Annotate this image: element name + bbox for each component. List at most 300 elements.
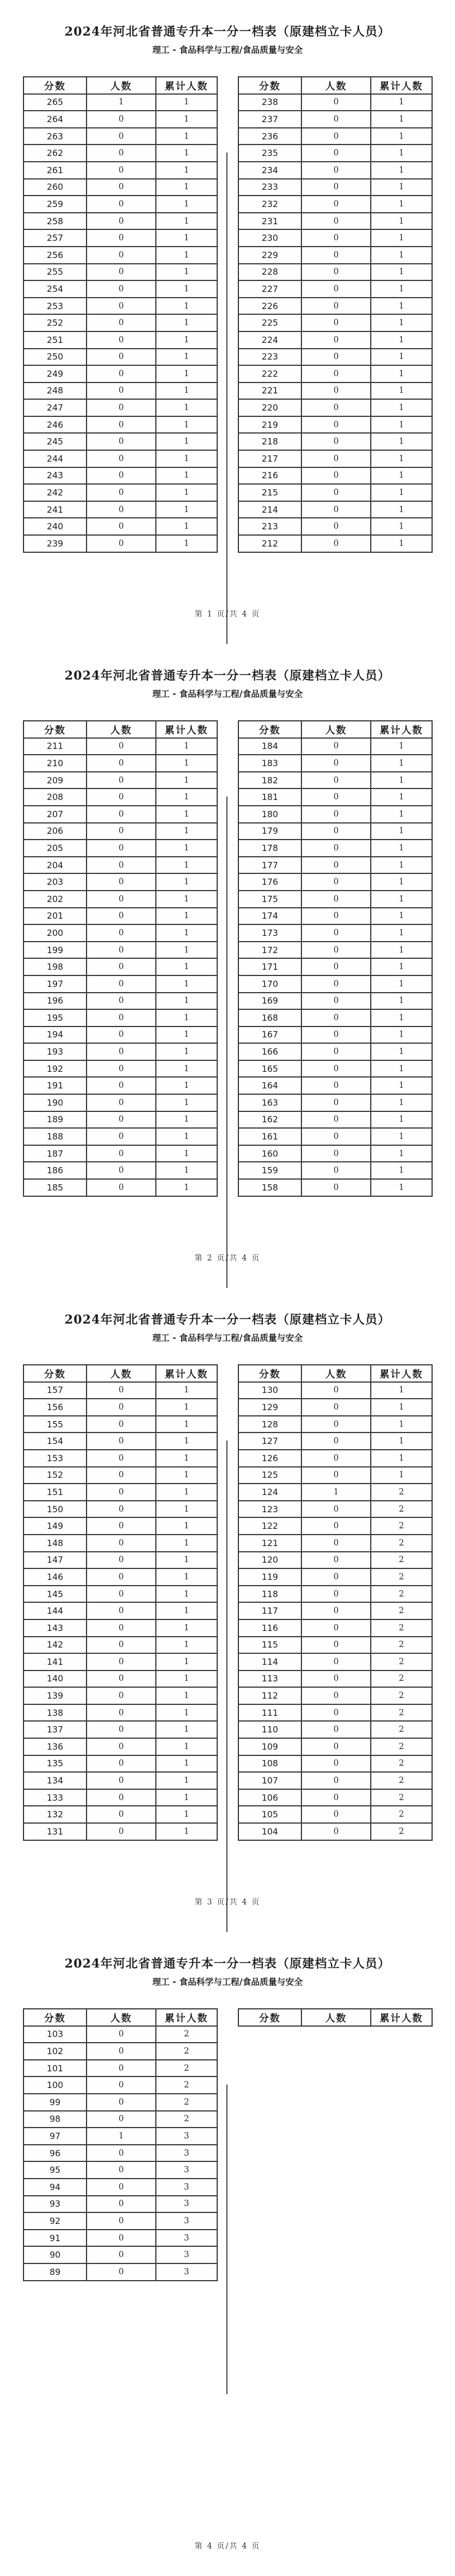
score-cell: 258	[23, 213, 87, 230]
table-row	[23, 1602, 217, 1619]
score-cell: 220	[238, 399, 301, 416]
count-cell: 0	[301, 1823, 371, 1840]
score-cell: 95	[23, 2161, 87, 2179]
cumulative-cell: 1	[156, 1027, 217, 1044]
table-row	[23, 1416, 217, 1433]
score-cell: 96	[23, 2145, 87, 2162]
cumulative-cell: 1	[156, 1077, 217, 1094]
count-cell: 0	[87, 2212, 156, 2230]
table-row	[23, 2230, 217, 2247]
table-row	[23, 433, 217, 450]
table-row	[238, 1619, 432, 1637]
col-header-score: 分数	[238, 1365, 301, 1382]
count-cell: 0	[301, 1671, 371, 1688]
page-footer: 第 1 页/共 4 页	[194, 610, 261, 619]
table-row	[23, 755, 217, 772]
table-row	[23, 2026, 217, 2043]
document-title: 2024年河北省普通专升本一分一档表（原建档立卡人员）	[64, 24, 391, 38]
score-cell: 106	[238, 1789, 301, 1806]
table-divider	[226, 1441, 227, 1932]
col-header-cumulative: 累计人数	[371, 77, 432, 94]
count-cell: 0	[87, 2026, 156, 2043]
score-cell: 144	[23, 1602, 87, 1619]
cumulative-cell: 1	[371, 467, 432, 485]
score-cell: 166	[238, 1043, 301, 1060]
cumulative-cell: 1	[371, 1094, 432, 1111]
cumulative-cell: 1	[371, 1416, 432, 1433]
table-row	[238, 924, 432, 942]
count-cell: 0	[301, 264, 371, 281]
cumulative-cell: 1	[371, 772, 432, 789]
table-row	[238, 857, 432, 874]
score-cell: 143	[23, 1619, 87, 1637]
cumulative-cell: 3	[156, 2230, 217, 2247]
table-row	[238, 162, 432, 179]
score-cell: 239	[23, 535, 87, 552]
count-cell: 0	[301, 873, 371, 891]
count-cell: 0	[87, 247, 156, 264]
cumulative-cell: 1	[156, 1823, 217, 1840]
table-row	[238, 1501, 432, 1518]
count-cell: 0	[87, 1671, 156, 1688]
score-cell: 122	[238, 1517, 301, 1535]
score-cell: 262	[23, 145, 87, 162]
score-cell: 174	[238, 908, 301, 925]
score-cell: 127	[238, 1433, 301, 1450]
score-cell: 128	[238, 1416, 301, 1433]
table-row	[238, 1484, 432, 1501]
count-cell: 0	[87, 1517, 156, 1535]
col-header-score: 分数	[238, 77, 301, 94]
count-cell: 0	[301, 433, 371, 450]
score-cell: 235	[238, 145, 301, 162]
col-header-score: 分数	[23, 77, 87, 94]
count-cell: 0	[87, 755, 156, 772]
score-cell: 225	[238, 314, 301, 331]
score-cell: 205	[23, 840, 87, 857]
score-cell: 265	[23, 94, 87, 111]
score-cell: 140	[23, 1671, 87, 1688]
count-cell: 0	[87, 1552, 156, 1569]
cumulative-cell: 1	[371, 484, 432, 501]
count-cell: 0	[301, 1687, 371, 1704]
cumulative-cell: 1	[156, 1602, 217, 1619]
score-cell: 234	[238, 162, 301, 179]
table-row	[23, 365, 217, 383]
cumulative-cell: 2	[371, 1704, 432, 1722]
col-header-cumulative: 累计人数	[156, 1365, 217, 1382]
score-cell: 109	[238, 1738, 301, 1755]
cumulative-cell: 1	[156, 1671, 217, 1688]
cumulative-cell: 1	[156, 772, 217, 789]
cumulative-cell: 2	[371, 1738, 432, 1755]
table-row	[238, 738, 432, 755]
count-cell: 1	[87, 94, 156, 111]
count-cell: 0	[301, 1721, 371, 1738]
count-cell: 0	[87, 1501, 156, 1518]
score-cell: 126	[238, 1450, 301, 1467]
cumulative-cell: 1	[156, 1467, 217, 1484]
cumulative-cell: 1	[371, 1111, 432, 1129]
count-cell: 0	[301, 1433, 371, 1450]
table-row	[23, 1145, 217, 1162]
count-cell: 0	[301, 908, 371, 925]
count-cell: 0	[87, 1162, 156, 1179]
cumulative-cell: 1	[156, 162, 217, 179]
table-row	[23, 2060, 217, 2077]
cumulative-cell: 2	[371, 1602, 432, 1619]
score-cell: 198	[23, 958, 87, 975]
cumulative-cell: 1	[371, 1162, 432, 1179]
score-cell: 102	[23, 2043, 87, 2060]
table-row	[238, 1637, 432, 1654]
table-row	[23, 535, 217, 552]
table-row	[23, 1721, 217, 1738]
header-row	[23, 1365, 217, 1382]
page-footer: 第 3 页/共 4 页	[194, 1898, 261, 1907]
cumulative-cell: 1	[371, 1060, 432, 1078]
cumulative-cell: 1	[156, 958, 217, 975]
table-row	[23, 873, 217, 891]
score-cell: 194	[23, 1027, 87, 1044]
table-row	[238, 145, 432, 162]
score-cell: 131	[23, 1823, 87, 1840]
cumulative-cell: 3	[156, 2263, 217, 2281]
cumulative-cell: 1	[156, 1179, 217, 1196]
table-row	[238, 1772, 432, 1789]
count-cell: 0	[301, 942, 371, 959]
count-cell: 0	[87, 518, 156, 535]
score-cell: 187	[23, 1145, 87, 1162]
count-cell: 0	[301, 1772, 371, 1789]
score-cell: 181	[238, 789, 301, 806]
count-cell: 0	[87, 1399, 156, 1416]
score-cell: 177	[238, 857, 301, 874]
score-cell: 226	[238, 298, 301, 315]
cumulative-cell: 1	[371, 1128, 432, 1145]
table-row	[23, 1009, 217, 1027]
count-cell: 0	[87, 1484, 156, 1501]
col-header-count: 人数	[87, 1365, 156, 1382]
score-cell: 172	[238, 942, 301, 959]
count-cell: 0	[301, 993, 371, 1010]
table-row	[23, 467, 217, 485]
score-cell: 214	[238, 501, 301, 518]
count-cell: 0	[87, 229, 156, 247]
score-cell: 199	[23, 942, 87, 959]
table-row	[23, 2179, 217, 2196]
score-cell: 136	[23, 1738, 87, 1755]
cumulative-cell: 2	[371, 1552, 432, 1569]
page-2	[0, 644, 455, 1288]
table-row	[238, 755, 432, 772]
score-cell: 243	[23, 467, 87, 485]
cumulative-cell: 1	[156, 823, 217, 840]
cumulative-cell: 1	[156, 1568, 217, 1586]
page-4	[0, 1932, 455, 2576]
count-cell: 0	[301, 857, 371, 874]
table-row	[238, 365, 432, 383]
cumulative-cell: 1	[156, 1653, 217, 1671]
table-row	[23, 1704, 217, 1722]
col-header-count: 人数	[301, 721, 371, 738]
score-cell: 201	[23, 908, 87, 925]
count-cell: 0	[87, 908, 156, 925]
score-cell: 231	[238, 213, 301, 230]
score-cell: 203	[23, 873, 87, 891]
count-cell: 0	[87, 1755, 156, 1773]
count-cell: 0	[301, 924, 371, 942]
count-cell: 0	[87, 2230, 156, 2247]
count-cell: 0	[87, 840, 156, 857]
table-row	[238, 484, 432, 501]
count-cell: 0	[87, 1009, 156, 1027]
table-row	[238, 280, 432, 298]
score-cell: 141	[23, 1653, 87, 1671]
cumulative-cell: 1	[371, 501, 432, 518]
score-cell: 217	[238, 450, 301, 467]
score-cell: 192	[23, 1060, 87, 1078]
count-cell: 0	[87, 942, 156, 959]
table-row	[238, 518, 432, 535]
score-cell: 230	[238, 229, 301, 247]
cumulative-cell: 2	[371, 1806, 432, 1823]
count-cell: 0	[87, 264, 156, 281]
count-cell: 0	[87, 1111, 156, 1129]
count-cell: 0	[301, 1552, 371, 1569]
cumulative-cell: 1	[371, 755, 432, 772]
cumulative-cell: 1	[371, 314, 432, 331]
score-cell: 154	[23, 1433, 87, 1450]
col-header-count: 人数	[301, 2009, 371, 2026]
table-row	[23, 1671, 217, 1688]
page-footer: 第 4 页/共 4 页	[194, 2542, 261, 2551]
score-cell: 110	[238, 1721, 301, 1738]
score-cell: 157	[23, 1382, 87, 1399]
score-table-right	[238, 720, 433, 1197]
cumulative-cell: 1	[156, 264, 217, 281]
score-cell: 142	[23, 1637, 87, 1654]
count-cell: 0	[301, 806, 371, 823]
header-row	[23, 721, 217, 738]
count-cell: 0	[87, 467, 156, 485]
document-subtitle: 理工 - 食品科学与工程/食品质量与安全	[152, 45, 303, 56]
score-cell: 167	[238, 1027, 301, 1044]
cumulative-cell: 1	[371, 1382, 432, 1399]
table-row	[238, 264, 432, 281]
score-cell: 162	[238, 1111, 301, 1129]
cumulative-cell: 1	[156, 942, 217, 959]
score-cell: 91	[23, 2230, 87, 2247]
table-row	[238, 416, 432, 434]
table-row	[23, 111, 217, 128]
count-cell: 0	[87, 213, 156, 230]
col-header-score: 分数	[23, 1365, 87, 1382]
score-table-left	[23, 2008, 218, 2281]
count-cell: 0	[301, 1501, 371, 1518]
score-cell: 150	[23, 1501, 87, 1518]
count-cell: 0	[87, 1653, 156, 1671]
cumulative-cell: 1	[371, 1179, 432, 1196]
cumulative-cell: 2	[371, 1586, 432, 1603]
table-row	[238, 1671, 432, 1688]
score-cell: 158	[238, 1179, 301, 1196]
table-row	[238, 823, 432, 840]
cumulative-cell: 2	[371, 1484, 432, 1501]
header-row	[238, 1365, 432, 1382]
cumulative-cell: 1	[156, 873, 217, 891]
score-cell: 116	[238, 1619, 301, 1637]
count-cell: 0	[87, 145, 156, 162]
score-cell: 233	[238, 179, 301, 196]
table-row	[23, 2145, 217, 2162]
cumulative-cell: 1	[371, 162, 432, 179]
score-cell: 155	[23, 1416, 87, 1433]
count-cell: 0	[87, 1586, 156, 1603]
score-table-right	[238, 76, 433, 553]
col-header-score: 分数	[23, 2009, 87, 2026]
table-row	[23, 1043, 217, 1060]
cumulative-cell: 1	[156, 518, 217, 535]
cumulative-cell: 1	[156, 1162, 217, 1179]
count-cell: 0	[301, 1077, 371, 1094]
count-cell: 0	[301, 1619, 371, 1637]
count-cell: 0	[87, 2077, 156, 2094]
cumulative-cell: 1	[156, 908, 217, 925]
cumulative-cell: 1	[156, 789, 217, 806]
cumulative-cell: 1	[156, 1552, 217, 1569]
table-row	[23, 2196, 217, 2213]
cumulative-cell: 1	[156, 1501, 217, 1518]
count-cell: 0	[87, 280, 156, 298]
table-row	[23, 2077, 217, 2094]
count-cell: 0	[301, 1043, 371, 1060]
table-row	[23, 1823, 217, 1840]
cumulative-cell: 1	[156, 1450, 217, 1467]
cumulative-cell: 1	[371, 840, 432, 857]
count-cell: 0	[87, 1789, 156, 1806]
count-cell: 0	[87, 1027, 156, 1044]
cumulative-cell: 1	[156, 1535, 217, 1552]
table-row	[23, 1060, 217, 1078]
count-cell: 0	[301, 111, 371, 128]
score-cell: 176	[238, 873, 301, 891]
count-cell: 0	[87, 1060, 156, 1078]
count-cell: 0	[87, 1568, 156, 1586]
cumulative-cell: 2	[371, 1671, 432, 1688]
count-cell: 0	[301, 1517, 371, 1535]
cumulative-cell: 1	[156, 857, 217, 874]
table-row	[23, 1128, 217, 1145]
count-cell: 0	[301, 840, 371, 857]
cumulative-cell: 3	[156, 2212, 217, 2230]
cumulative-cell: 2	[156, 2060, 217, 2077]
table-row	[23, 806, 217, 823]
score-cell: 193	[23, 1043, 87, 1060]
score-cell: 196	[23, 993, 87, 1010]
score-cell: 153	[23, 1450, 87, 1467]
score-cell: 160	[238, 1145, 301, 1162]
cumulative-cell: 1	[371, 1009, 432, 1027]
cumulative-cell: 1	[371, 383, 432, 400]
table-row	[23, 1789, 217, 1806]
cumulative-cell: 1	[371, 399, 432, 416]
score-cell: 103	[23, 2026, 87, 2043]
table-row	[23, 2111, 217, 2128]
cumulative-cell: 1	[371, 857, 432, 874]
cumulative-cell: 1	[156, 128, 217, 145]
table-row	[238, 1043, 432, 1060]
table-row	[23, 1755, 217, 1773]
table-row	[23, 891, 217, 908]
count-cell: 0	[87, 179, 156, 196]
table-row	[238, 1517, 432, 1535]
cumulative-cell: 1	[371, 179, 432, 196]
cumulative-cell: 1	[156, 247, 217, 264]
count-cell: 0	[301, 416, 371, 434]
table-row	[238, 1568, 432, 1586]
count-cell: 0	[301, 349, 371, 366]
count-cell: 0	[301, 501, 371, 518]
count-cell: 0	[87, 484, 156, 501]
table-divider	[226, 797, 227, 1288]
score-cell: 229	[238, 247, 301, 264]
table-row	[238, 247, 432, 264]
cumulative-cell: 1	[371, 823, 432, 840]
count-cell: 0	[301, 1145, 371, 1162]
score-cell: 232	[238, 196, 301, 213]
table-row	[238, 535, 432, 552]
score-table-left	[23, 1364, 218, 1841]
score-cell: 135	[23, 1755, 87, 1773]
count-cell: 0	[87, 1535, 156, 1552]
cumulative-cell: 2	[371, 1619, 432, 1637]
count-cell: 0	[301, 229, 371, 247]
count-cell: 0	[87, 806, 156, 823]
count-cell: 0	[87, 2196, 156, 2213]
count-cell: 0	[87, 1806, 156, 1823]
cumulative-cell: 1	[371, 1027, 432, 1044]
count-cell: 0	[87, 365, 156, 383]
score-cell: 133	[23, 1789, 87, 1806]
cumulative-cell: 1	[371, 975, 432, 993]
cumulative-cell: 1	[156, 196, 217, 213]
cumulative-cell: 1	[156, 1433, 217, 1450]
document-title: 2024年河北省普通专升本一分一档表（原建档立卡人员）	[64, 1312, 391, 1326]
score-cell: 171	[238, 958, 301, 975]
table-row	[23, 145, 217, 162]
count-cell: 0	[301, 1789, 371, 1806]
score-cell: 152	[23, 1467, 87, 1484]
score-cell: 99	[23, 2094, 87, 2111]
count-cell: 0	[301, 755, 371, 772]
cumulative-cell: 1	[156, 179, 217, 196]
cumulative-cell: 1	[371, 1145, 432, 1162]
col-header-cumulative: 累计人数	[156, 77, 217, 94]
cumulative-cell: 1	[371, 365, 432, 383]
cumulative-cell: 2	[371, 1568, 432, 1586]
score-cell: 260	[23, 179, 87, 196]
score-cell: 195	[23, 1009, 87, 1027]
cumulative-cell: 1	[156, 229, 217, 247]
table-row	[23, 1687, 217, 1704]
table-row	[23, 2128, 217, 2145]
score-cell: 100	[23, 2077, 87, 2094]
cumulative-cell: 1	[371, 247, 432, 264]
cumulative-cell: 1	[371, 128, 432, 145]
cumulative-cell: 1	[371, 331, 432, 349]
table-row	[23, 298, 217, 315]
